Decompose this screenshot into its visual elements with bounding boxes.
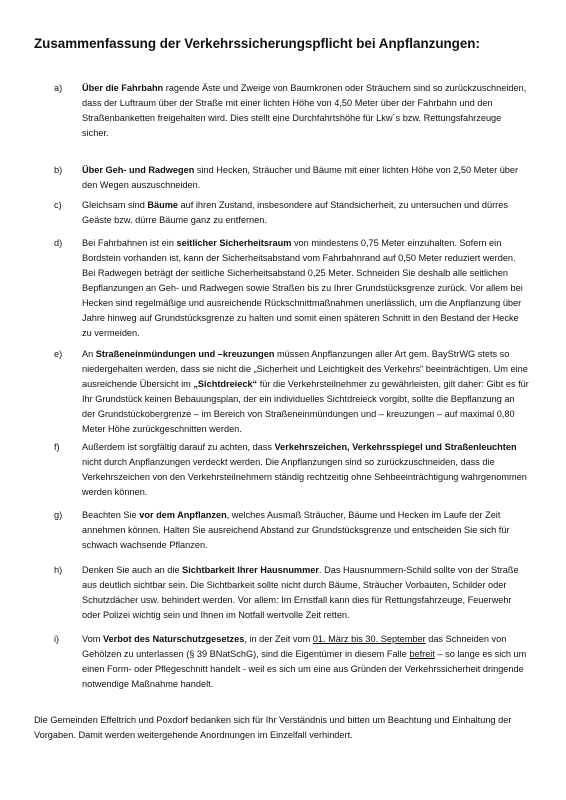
item-text: Über die Fahrbahn ragende Äste und Zweige von Baumkronen oder Sträuchern sind so zurückzuschneiden, dass der Luftraum über der Straße mit einer lichten Höhe von 4,50 Meter über der Fahrbahn und den Straßenbanketten freigehalten wird. Dies stellt eine Durchfahrtshöhe für Lkw´s bzw. Rettungsfahrzeuge sicher.	[82, 83, 527, 138]
bold-phrase: Über Geh- und Radwegen	[82, 165, 195, 175]
page-title: Zusammenfassung der Verkehrssicherungspflicht bei Anpflanzungen:	[34, 36, 480, 51]
bold-phrase: Verbot des Naturschutzgesetzes	[102, 634, 245, 644]
item-text: Über Geh- und Radwegen sind Hecken, Sträucher und Bäume mit einer lichten Höhe von 2,50 Meter über den Wegen auszuschneiden.	[82, 165, 519, 190]
bold-phrase: Bäume	[147, 200, 178, 210]
bold-phrase: Verkehrszeichen, Verkehrsspiegel und Straßenleuchten	[274, 442, 517, 452]
item-text: Bei Fahrbahnen ist ein seitlicher Sicherheitsraum von mindestens 0,75 Meter einzuhalten. Sofern ein Bordstein vorhanden ist, kann der Sicherheitsabstand vom Fahrbahnrand auf 0,50 Meter reduziert werden. Bei Radwegen beträgt der seitliche Sicherheitsabstand 0,25 Meter. Schneiden Sie deshalb alle seitlichen Bepflanzungen an Geh- und Radwegen sowie Straßen bis zu Ihrer Grundstücksgrenze zurück. Vor allem bei Hecken sind regelmäßige und ausreichende Rückschnittmaßnahmen unerlässlich, um die Anpflanzung über Jahre hinweg auf Grundstücksgrenze zu halten und somit einen späteren Schnitt in den Bestand der Hecke zu vermeiden.	[82, 238, 523, 338]
item-letter: e)	[54, 349, 63, 359]
bold-phrase: vor dem Anpflanzen	[139, 510, 227, 520]
bold-phrase: „Sichtdreieck“	[193, 379, 258, 389]
item-text: Beachten Sie vor dem Anpflanzen, welches Ausmaß Sträucher, Bäume und Hecken im Laufe der Zeit annehmen können. Halten Sie ausreichend Abstand zur Grundstücksgrenze und entscheiden Sie sich für schwach wachsende Pflanzen.	[82, 510, 510, 550]
item-letter: h)	[54, 565, 63, 575]
item-letter: b)	[54, 165, 63, 175]
item-text: Außerdem ist sorgfältig darauf zu achten, dass Verkehrszeichen, Verkehrsspiegel und Straßenleuchten nicht durch Anpflanzungen verdeckt werden. Die Anpflanzungen sind so zurückzuschneiden, dass die Verkehrszeichen von den Verkehrsteilnehmern ständig rechtzeitig ohne Sehbeeinträchtigung wahrgenommen werden können.	[82, 442, 527, 497]
item-letter: c)	[54, 200, 62, 210]
bold-phrase: Über die Fahrbahn	[82, 83, 164, 93]
item-text: An Straßeneinmündungen und –kreuzungen müssen Anpflanzungen aller Art gem. BayStrWG stets so niedergehalten werden, dass sie nicht die „Sicherheit und Leichtigkeit des Verkehrs“ beeinträchtigen. Um eine ausreichende Übersicht im „Sichtdreieck“ für die Verkehrsteilnehmer zu gewährleisten, gilt daher: Gibt es für Ihr Grundstück keinen Bebauungsplan, der ein individuelles Sichtdreieck vorgibt, sollte die Bepflanzung an der Grundstückobergrenze – im Bereich von Straßeneinmündungen und – kreuzungen – auf maximal 0,80 Meter Höhe zurückgeschnitten werden.	[82, 349, 529, 434]
underlined-phrase: befreit	[409, 649, 435, 659]
item-letter: i)	[54, 634, 60, 644]
item-text: Denken Sie auch an die Sichtbarkeit Ihrer Hausnummer. Das Hausnummern-Schild sollte von der Straße aus deutlich sichtbar sein. Die Sichtbarkeit sollte nicht durch Bäume, Sträucher Vorbauten, Schilder oder Schutzdächer usw. behindert werden. Vor allem: Im Ernstfall kann dies für Rettungsfahrzeuge, Feuerwehr oder Polizei wichtig sein und Ihnen im Notfall wertvolle Zeit retten.	[82, 565, 519, 620]
bold-phrase: seitlicher Sicherheitsraum	[176, 238, 292, 248]
item-letter: d)	[54, 238, 63, 248]
item-text: Gleichsam sind Bäume auf ihren Zustand, insbesondere auf Standsicherheit, zu untersuchen und dürres Geäste bzw. dürre Bäume ganz zu entfernen.	[82, 200, 508, 225]
closing-paragraph: Die Gemeinden Effeltrich und Poxdorf bedanken sich für Ihr Verständnis und bitten um Beachtung und Einhaltung der Vorgaben. Damit werden weitergehende Anordnungen im Einzelfall verhindert.	[34, 715, 512, 740]
underlined-phrase: 01. März bis 30. September	[312, 634, 426, 644]
bold-phrase: Straßeneinmündungen und –kreuzungen	[95, 349, 275, 359]
item-letter: f)	[54, 442, 60, 452]
bold-phrase: Sichtbarkeit Ihrer Hausnummer	[182, 565, 319, 575]
item-text: Vom Verbot des Naturschutzgesetzes, in der Zeit vom 01. März bis 30. September das Schneiden von Gehölzen zu unterlassen (§ 39 BNatSchG), sind die Eigentümer in diesem Falle befreit – so lange es sich um einen Form- oder Pflegeschnitt handelt - weil es sich um eine aus Gründen der Verkehrssicherheit dringende notwendige Maßnahme handelt.	[82, 634, 527, 689]
item-letter: g)	[54, 510, 63, 520]
item-letter: a)	[54, 83, 63, 93]
